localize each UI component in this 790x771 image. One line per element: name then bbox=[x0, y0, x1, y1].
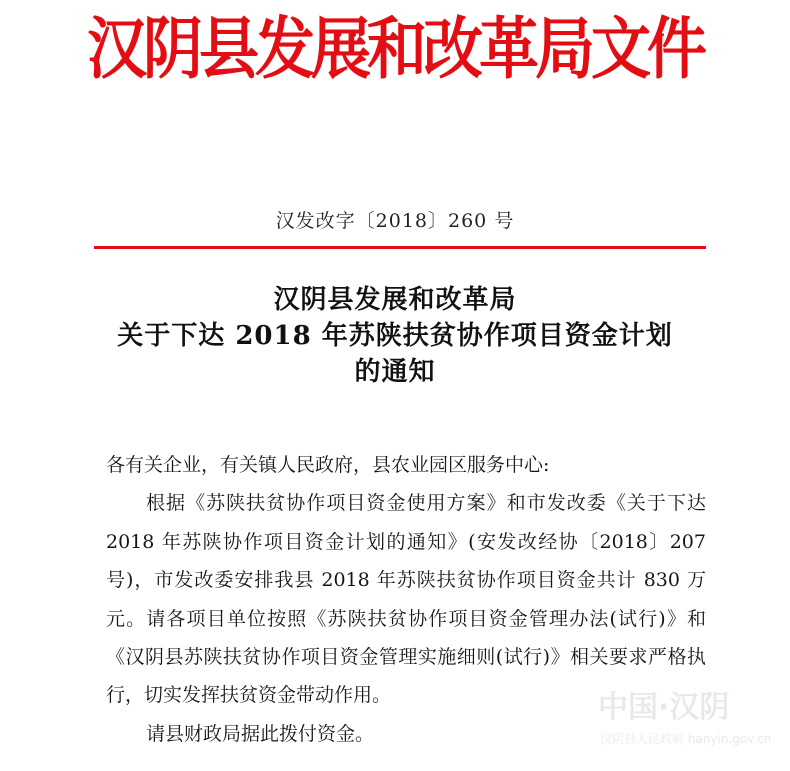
body-paragraph-2: 请县财政局据此拨付资金。 bbox=[146, 722, 375, 745]
issuer-header: 汉阴县发展和改革局文件 bbox=[87, 10, 703, 89]
salutation: 各有关企业，有关镇人民政府，县农业园区服务中心: bbox=[106, 454, 550, 476]
notice-title-line-2: 关于下达 2018 年苏陕扶贫协作项目资金计划 bbox=[117, 321, 673, 351]
watermark-main-text: 中国·汉阴 bbox=[598, 690, 730, 725]
notice-title-line-1: 汉阴县发展和改革局 bbox=[273, 285, 517, 315]
watermark-sub-text: 汉阴县人民政府 hanyin.gov.cn bbox=[600, 732, 772, 746]
body-paragraph-1: 根据《苏陕扶贫协作项目资金使用方案》和市发改委《关于下达 2018 年苏陕协作项目资金计划的通知》(安发改经协〔2018〕207 号)，市发改委安排我县 2018 年苏陕扶贫协作项目资金共计 830 万元。请各项目单位按照《苏陕扶贫协作项目资金管理办法(试行)》和《汉阴县苏陕扶贫协作项目资金管理实施细则(试行)》相关要求严格执行，切实发挥扶贫资金带动作用。 bbox=[106, 492, 706, 707]
header-divider bbox=[94, 246, 706, 249]
notice-title bbox=[0, 282, 790, 390]
document-body bbox=[106, 446, 706, 753]
notice-title-line-3: 的通知 bbox=[354, 357, 436, 387]
document-number: 汉发改字〔2018〕260 号 bbox=[275, 210, 515, 232]
